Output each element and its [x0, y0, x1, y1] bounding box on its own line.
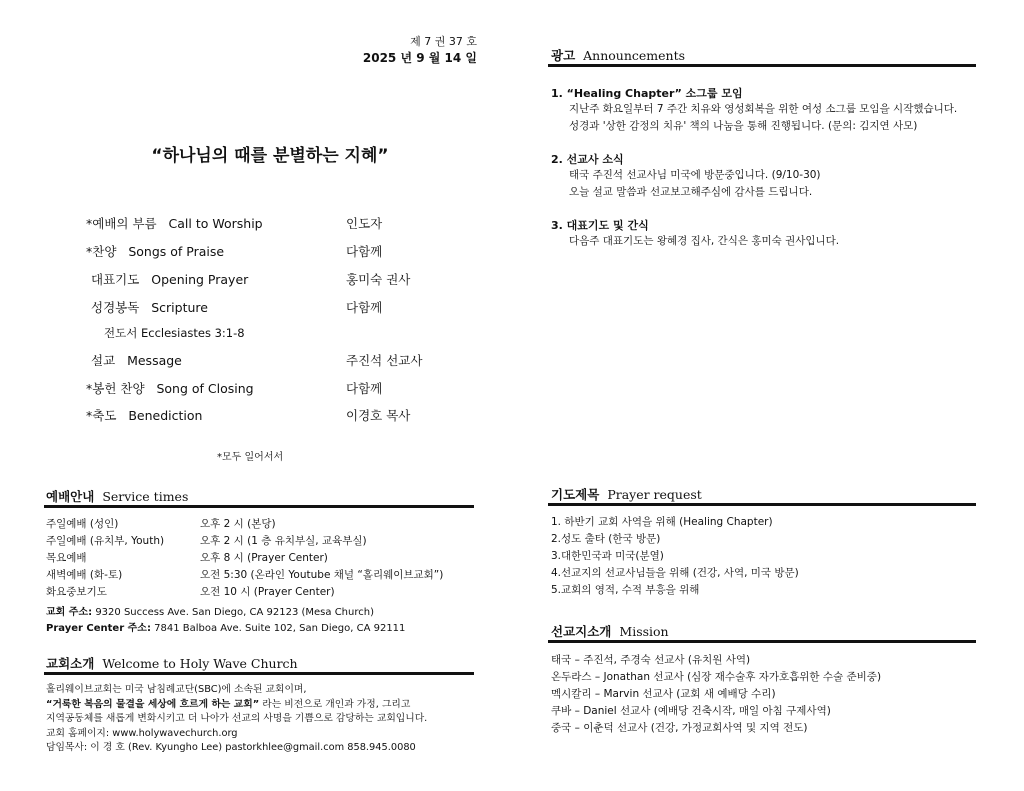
- sermon-title: “하나님의 때를 분별하는 지혜”: [151, 146, 389, 166]
- mission-list: [551, 652, 881, 737]
- prayer-list: [551, 514, 799, 599]
- mission-title-ko: 선교지소개: [551, 624, 612, 639]
- service-time: 오전 5:30 (온라인 Youtube 채널 “홀리웨이브교회”): [200, 569, 444, 581]
- service-time: 오전 10 시 (Prayer Center): [200, 586, 335, 598]
- service-row: [46, 516, 276, 531]
- worship-item-ko: *찬양: [86, 244, 117, 259]
- announcement-item: [551, 85, 957, 135]
- church-address-value: 9320 Success Ave. San Diego, CA 92123 (Mesa Church): [95, 607, 374, 618]
- service-time: 오후 2 시 (본당): [200, 518, 276, 530]
- mission-item: 온두라스 – Jonathan 선교사 (심장 재수술후 자가호흡위한 수술 준비중): [551, 671, 882, 683]
- announcement-heading: 3. 대표기도 및 간식: [551, 219, 649, 232]
- worship-leader: 주진석 선교사: [346, 353, 423, 368]
- church-website: 교회 홈페이지: www.holywavechurch.org: [46, 727, 238, 739]
- worship-item-ko: *축도: [86, 408, 117, 423]
- worship-item-ko: *예배의 부름: [86, 216, 157, 231]
- service-times-title-ko: 예배안내: [46, 489, 95, 504]
- service-times-title-en: Service times: [102, 489, 189, 504]
- section-divider: [548, 64, 976, 67]
- service-name: 목요예배: [46, 552, 87, 564]
- section-divider: [548, 640, 976, 643]
- welcome-line: 지역공동체를 새롭게 변화시키고 더 나아가 선교의 사명을 기쁨으로 감당하는 교회입니다.: [46, 713, 428, 724]
- worship-item-ko: 성경봉독: [91, 300, 140, 315]
- worship-item-ko: 대표기도: [91, 272, 140, 287]
- welcome-line: 홀리웨이브교회는 미국 남침례교단(SBC)에 소속된 교회이며,: [46, 684, 307, 695]
- prayer-center-address: [46, 621, 405, 637]
- section-divider: [548, 503, 976, 506]
- worship-item-en: Song of Closing: [156, 381, 254, 396]
- worship-item-en: Call to Worship: [168, 216, 263, 231]
- service-row: [46, 584, 335, 599]
- service-name: 새벽예배 (화-토): [46, 569, 123, 581]
- service-name: 주일예배 (유치부, Youth): [46, 535, 165, 547]
- worship-item-en: Benediction: [128, 408, 203, 423]
- worship-item: [91, 270, 248, 288]
- prayer-title-ko: 기도제목: [551, 487, 600, 502]
- service-row: [46, 567, 444, 582]
- service-times-title: [46, 487, 188, 505]
- mission-item: 태국 – 주진석, 주경숙 선교사 (유치원 사역): [551, 654, 751, 666]
- prayer-item: 4.선교지의 선교사님들을 위해 (건강, 사역, 미국 방문): [551, 567, 799, 579]
- announcement-line: 다음주 대표기도는 왕혜경 집사, 간식은 홍미숙 권사입니다.: [569, 235, 840, 247]
- announcement-line: 오늘 설교 말씀과 선교보고해주심에 감사를 드립니다.: [569, 186, 813, 198]
- section-divider: [44, 672, 474, 675]
- prayer-item: 5.교회의 영적, 수적 부흥을 위해: [551, 584, 700, 596]
- worship-leader: 다함께: [346, 244, 383, 259]
- volume-number: 제 7 권 37 호: [410, 35, 477, 48]
- worship-item: [86, 214, 263, 232]
- service-time: 오후 8 시 (Prayer Center): [200, 552, 328, 564]
- announcements-title-en: Announcements: [583, 48, 686, 63]
- worship-leader: 홍미숙 권사: [346, 272, 411, 287]
- prayer-item: 2.성도 출타 (한국 방문): [551, 533, 661, 545]
- section-divider: [44, 505, 474, 508]
- worship-leader: 인도자: [346, 216, 383, 231]
- prayer-center-address-value: 7841 Balboa Ave. Suite 102, San Diego, CA 92111: [154, 623, 406, 634]
- welcome-title-en: Welcome to Holy Wave Church: [102, 656, 298, 671]
- church-address-label: 교회 주소:: [46, 607, 93, 618]
- worship-item-ko: 설교: [91, 353, 116, 368]
- prayer-title-en: Prayer request: [607, 487, 702, 502]
- mission-title: [551, 622, 669, 640]
- welcome-line: [46, 698, 427, 713]
- announcement-line: 지난주 화요일부터 7 주간 치유와 영성회복을 위한 여성 소그룹 모임을 시작했습니다.: [569, 103, 958, 115]
- worship-item: [91, 298, 208, 316]
- worship-item-en: Songs of Praise: [128, 244, 225, 259]
- welcome-title: [46, 654, 298, 672]
- worship-item-en: Message: [127, 353, 182, 368]
- mission-title-en: Mission: [619, 624, 669, 639]
- worship-leader: 다함께: [346, 381, 383, 396]
- announcement-line: 태국 주진석 선교사님 미국에 방문중입니다. (9/10-30): [569, 169, 821, 181]
- scripture-reference: 전도서 Ecclesiastes 3:1-8: [104, 326, 245, 340]
- mission-item: 멕시칼리 – Marvin 선교사 (교회 새 예배당 수리): [551, 688, 776, 700]
- announcement-heading: 2. 선교사 소식: [551, 153, 624, 166]
- announcement-line: 성경과 '상한 감정의 치유' 책의 나눔을 통해 진행됩니다. (문의: 김지연 사모): [569, 120, 918, 132]
- announcements-title: [551, 46, 685, 64]
- worship-item-ko: *봉헌 찬양: [86, 381, 145, 396]
- welcome-title-ko: 교회소개: [46, 656, 95, 671]
- announcement-heading: 1. “Healing Chapter” 소그룹 모임: [551, 87, 743, 100]
- service-row: [46, 533, 367, 548]
- prayer-item: 3.대한민국과 미국(분열): [551, 550, 664, 562]
- church-address: [46, 605, 374, 621]
- worship-item: [86, 242, 224, 260]
- service-row: [46, 550, 328, 565]
- worship-item: [86, 379, 254, 397]
- mission-item: 중국 – 이춘덕 선교사 (건강, 가정교회사역 및 지역 전도): [551, 722, 808, 734]
- service-name: 화요중보기도: [46, 586, 107, 598]
- prayer-item: 1. 하반기 교회 사역을 위해 (Healing Chapter): [551, 516, 773, 528]
- worship-item-en: Opening Prayer: [151, 272, 249, 287]
- welcome-line-rest: 라는 비전으로 개인과 가정, 그리고: [259, 698, 411, 710]
- standing-note: *모두 일어서서: [217, 452, 284, 463]
- worship-item: [91, 351, 182, 369]
- service-name: 주일예배 (성인): [46, 518, 119, 530]
- welcome-body: [46, 683, 427, 756]
- announcement-item: [551, 217, 839, 250]
- announcements-title-ko: 광고: [551, 48, 576, 63]
- announcement-item: [551, 151, 821, 201]
- worship-item-en: Scripture: [151, 300, 208, 315]
- church-vision: “거룩한 복음의 물결을 세상에 흐르게 하는 교회”: [46, 698, 260, 710]
- worship-leader: 다함께: [346, 300, 383, 315]
- service-time: 오후 2 시 (1 층 유치부실, 교육부실): [200, 535, 367, 547]
- worship-leader: 이경호 목사: [346, 408, 411, 423]
- prayer-center-address-label: Prayer Center 주소:: [46, 623, 151, 634]
- pastor-contact: 담임목사: 이 경 호 (Rev. Kyungho Lee) pastorkhlee@gmail.com 858.945.0080: [46, 742, 416, 753]
- prayer-title: [551, 485, 702, 503]
- mission-item: 쿠바 – Daniel 선교사 (예배당 건축시작, 매일 아침 구제사역): [551, 705, 831, 717]
- worship-item: [86, 406, 202, 424]
- bulletin-date: 2025 년 9 월 14 일: [362, 51, 477, 65]
